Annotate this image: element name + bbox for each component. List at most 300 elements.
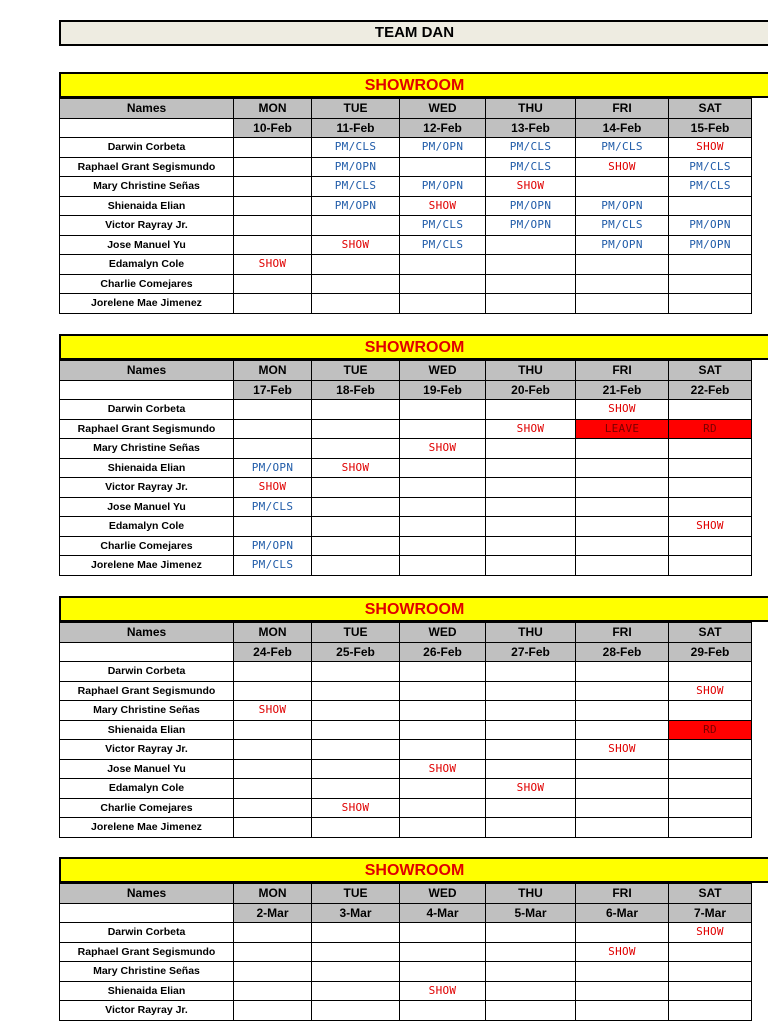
schedule-cell [400, 177, 486, 197]
schedule-cell [400, 536, 486, 556]
schedule-cell [312, 216, 400, 236]
date-header: 25-Feb [312, 642, 400, 662]
day-header: WED [400, 361, 486, 381]
date-header-blank [60, 903, 234, 923]
schedule-cell [576, 235, 669, 255]
day-header: THU [486, 99, 576, 119]
schedule-cell [400, 556, 486, 576]
employee-name: Raphael Grant Segismundo [60, 681, 234, 701]
schedule-cell [486, 157, 576, 177]
date-header: 2-Mar [234, 903, 312, 923]
day-header-row [60, 884, 752, 904]
schedule-cell [576, 196, 669, 216]
schedule-cell [576, 556, 669, 576]
employee-name: Darwin Corbeta [60, 400, 234, 420]
schedule-cell [312, 818, 400, 838]
shift-value: SHOW [516, 179, 545, 193]
schedule-cell [312, 1001, 400, 1021]
schedule-cell [669, 255, 752, 275]
shift-value: SHOW [696, 140, 724, 154]
day-header: SAT [669, 884, 752, 904]
schedule-cell [312, 235, 400, 255]
schedule-table [59, 622, 752, 838]
day-header-row [60, 361, 752, 381]
schedule-cell [400, 255, 486, 275]
schedule-cell [576, 720, 669, 740]
day-header: TUE [312, 99, 400, 119]
employee-name: Raphael Grant Segismundo [60, 942, 234, 962]
schedule-cell [486, 962, 576, 982]
names-header: Names [60, 99, 234, 119]
shift-value: SHOW [608, 402, 636, 416]
schedule-cell [669, 235, 752, 255]
employee-name: Raphael Grant Segismundo [60, 419, 234, 439]
employee-name: Edamalyn Cole [60, 255, 234, 275]
schedule-cell [312, 662, 400, 682]
schedule-cell [576, 740, 669, 760]
schedule-cell [312, 536, 400, 556]
schedule-cell [576, 255, 669, 275]
employee-name: Jose Manuel Yu [60, 497, 234, 517]
day-header: FRI [576, 99, 669, 119]
schedule-cell [312, 779, 400, 799]
schedule-cell [486, 662, 576, 682]
schedule-cell [234, 517, 312, 537]
employee-name: Darwin Corbeta [60, 138, 234, 158]
date-header: 24-Feb [234, 642, 312, 662]
schedule-cell [486, 235, 576, 255]
shift-value: SHOW [341, 237, 370, 251]
day-header: TUE [312, 884, 400, 904]
table-row [60, 701, 752, 721]
table-row [60, 196, 752, 216]
schedule-cell [400, 274, 486, 294]
schedule-cell [486, 497, 576, 517]
schedule-cell [486, 923, 576, 943]
table-row [60, 923, 752, 943]
schedule-cell [400, 942, 486, 962]
schedule-cell [234, 962, 312, 982]
schedule-cell [669, 818, 752, 838]
schedule-cell [312, 177, 400, 197]
schedule-cell [234, 779, 312, 799]
schedule-cell [400, 923, 486, 943]
schedule-cell [400, 779, 486, 799]
date-header: 4-Mar [400, 903, 486, 923]
schedule-cell [234, 157, 312, 177]
schedule-cell [234, 439, 312, 459]
day-header: WED [400, 623, 486, 643]
employee-name: Mary Christine Señas [60, 962, 234, 982]
shift-value: SHOW [608, 159, 636, 173]
schedule-table [59, 883, 752, 1021]
schedule-cell [669, 157, 752, 177]
schedule-cell [669, 681, 752, 701]
shift-value: PM/OPN [334, 198, 377, 212]
table-row [60, 740, 752, 760]
schedule-cell [400, 294, 486, 314]
employee-name: Darwin Corbeta [60, 923, 234, 943]
employee-name: Jorelene Mae Jimenez [60, 294, 234, 314]
schedule-cell [234, 681, 312, 701]
schedule-cell [669, 400, 752, 420]
employee-name: Jorelene Mae Jimenez [60, 556, 234, 576]
employee-name: Shienaida Elian [60, 720, 234, 740]
shift-value: PM/OPN [509, 218, 552, 232]
shift-value: PM/CLS [334, 140, 377, 154]
team-title: TEAM DAN [59, 20, 768, 46]
date-header: 19-Feb [400, 380, 486, 400]
table-row [60, 942, 752, 962]
date-header-row [60, 642, 752, 662]
schedule-cell [234, 1001, 312, 1021]
schedule-cell [312, 138, 400, 158]
employee-name: Charlie Comejares [60, 274, 234, 294]
date-header: 12-Feb [400, 118, 486, 138]
day-header: FRI [576, 884, 669, 904]
schedule-cell [486, 556, 576, 576]
shift-value: PM/OPN [334, 159, 377, 173]
schedule-cell [234, 798, 312, 818]
shift-value: PM/CLS [509, 140, 552, 154]
shift-value: PM/CLS [251, 499, 294, 513]
day-header: MON [234, 623, 312, 643]
schedule-cell [234, 701, 312, 721]
schedule-cell [400, 216, 486, 236]
employee-name: Charlie Comejares [60, 798, 234, 818]
schedule-cell [400, 138, 486, 158]
employee-name: Jose Manuel Yu [60, 759, 234, 779]
schedule-cell [576, 458, 669, 478]
employee-name: Shienaida Elian [60, 981, 234, 1001]
schedule-cell [669, 923, 752, 943]
schedule-cell [312, 517, 400, 537]
day-header: SAT [669, 99, 752, 119]
shift-value: SHOW [258, 257, 287, 271]
employee-name: Shienaida Elian [60, 196, 234, 216]
date-header: 10-Feb [234, 118, 312, 138]
employee-name: Shienaida Elian [60, 458, 234, 478]
date-header: 13-Feb [486, 118, 576, 138]
table-row [60, 720, 752, 740]
table-row [60, 458, 752, 478]
schedule-cell [234, 294, 312, 314]
table-row [60, 419, 752, 439]
shift-value: SHOW [428, 198, 457, 212]
shift-value: PM/CLS [334, 179, 377, 193]
shift-value: PM/OPN [421, 140, 464, 154]
date-header-row [60, 118, 752, 138]
schedule-cell [400, 196, 486, 216]
schedule-cell [312, 439, 400, 459]
date-header: 3-Mar [312, 903, 400, 923]
schedule-cell [234, 536, 312, 556]
schedule-cell [486, 1001, 576, 1021]
day-header: TUE [312, 623, 400, 643]
schedule-cell [400, 981, 486, 1001]
shift-value: LEAVE [604, 421, 640, 435]
table-row [60, 274, 752, 294]
schedule-table [59, 98, 752, 314]
shift-value: SHOW [696, 925, 724, 939]
schedule-cell [486, 942, 576, 962]
schedule-cell [486, 536, 576, 556]
schedule-cell [486, 759, 576, 779]
shift-value: SHOW [428, 441, 457, 455]
schedule-cell [312, 740, 400, 760]
schedule-cell [669, 216, 752, 236]
table-row [60, 962, 752, 982]
schedule-cell [312, 196, 400, 216]
schedule-block [59, 857, 768, 1021]
table-row [60, 981, 752, 1001]
table-row [60, 478, 752, 498]
schedule-cell [576, 419, 669, 439]
shift-value: SHOW [696, 683, 724, 697]
schedule-cell [576, 981, 669, 1001]
schedule-cell [576, 517, 669, 537]
schedule-cell [669, 196, 752, 216]
schedule-cell [312, 720, 400, 740]
date-header: 14-Feb [576, 118, 669, 138]
schedule-cell [312, 701, 400, 721]
schedule-cell [576, 157, 669, 177]
day-header: FRI [576, 361, 669, 381]
shift-value: SHOW [341, 800, 370, 814]
employee-name: Charlie Comejares [60, 536, 234, 556]
schedule-cell [669, 1001, 752, 1021]
shift-value: PM/OPN [509, 198, 552, 212]
date-header: 5-Mar [486, 903, 576, 923]
schedule-cell [234, 981, 312, 1001]
shift-value: RD [703, 421, 717, 435]
table-row [60, 294, 752, 314]
schedule-cell [312, 400, 400, 420]
schedule-cell [234, 274, 312, 294]
schedule-cell [486, 681, 576, 701]
shift-value: PM/OPN [251, 538, 294, 552]
schedule-cell [234, 759, 312, 779]
schedule-cell [576, 923, 669, 943]
date-header: 6-Mar [576, 903, 669, 923]
employee-name: Jorelene Mae Jimenez [60, 818, 234, 838]
shift-value: PM/OPN [689, 237, 731, 251]
table-row [60, 798, 752, 818]
schedule-block [59, 596, 768, 838]
schedule-cell [576, 818, 669, 838]
shift-value: SHOW [696, 519, 724, 533]
schedule-cell [312, 942, 400, 962]
employee-name: Edamalyn Cole [60, 779, 234, 799]
schedule-cell [486, 274, 576, 294]
schedule-cell [234, 740, 312, 760]
shift-value: SHOW [516, 781, 545, 795]
schedule-cell [234, 818, 312, 838]
schedule-cell [234, 177, 312, 197]
employee-name: Mary Christine Señas [60, 177, 234, 197]
schedule-cell [669, 720, 752, 740]
schedule-cell [400, 798, 486, 818]
schedule-cell [486, 419, 576, 439]
shift-value: PM/CLS [689, 179, 731, 193]
shift-value: PM/OPN [421, 179, 464, 193]
schedule-cell [669, 536, 752, 556]
names-header: Names [60, 884, 234, 904]
date-header: 27-Feb [486, 642, 576, 662]
employee-name: Jose Manuel Yu [60, 235, 234, 255]
schedule-cell [669, 779, 752, 799]
table-row [60, 517, 752, 537]
schedule-cell [400, 517, 486, 537]
schedule-cell [234, 235, 312, 255]
date-header: 17-Feb [234, 380, 312, 400]
schedule-cell [400, 235, 486, 255]
schedule-cell [669, 497, 752, 517]
schedule-cell [669, 759, 752, 779]
schedule-cell [400, 419, 486, 439]
schedule-cell [669, 662, 752, 682]
schedule-cell [400, 1001, 486, 1021]
schedule-cell [400, 400, 486, 420]
date-header-blank [60, 642, 234, 662]
table-row [60, 497, 752, 517]
table-row [60, 177, 752, 197]
schedule-cell [486, 439, 576, 459]
schedule-cell [576, 478, 669, 498]
schedule-cell [312, 798, 400, 818]
schedule-cell [576, 779, 669, 799]
schedule-cell [312, 497, 400, 517]
schedule-cell [312, 962, 400, 982]
schedule-cell [486, 177, 576, 197]
shift-value: PM/CLS [601, 140, 643, 154]
date-header: 28-Feb [576, 642, 669, 662]
date-header: 7-Mar [669, 903, 752, 923]
shift-value: PM/CLS [421, 218, 464, 232]
schedule-cell [234, 923, 312, 943]
employee-name: Raphael Grant Segismundo [60, 157, 234, 177]
schedule-cell [486, 255, 576, 275]
schedule-cell [400, 497, 486, 517]
shift-value: PM/CLS [251, 558, 294, 572]
date-header: 11-Feb [312, 118, 400, 138]
table-row [60, 138, 752, 158]
schedule-cell [576, 962, 669, 982]
schedule-cell [312, 923, 400, 943]
schedule-cell [400, 662, 486, 682]
block-title: SHOWROOM [59, 334, 768, 360]
schedule-cell [400, 478, 486, 498]
schedule-cell [486, 818, 576, 838]
schedule-cell [312, 255, 400, 275]
schedule-table [59, 360, 752, 576]
schedule-cell [400, 157, 486, 177]
day-header-row [60, 99, 752, 119]
schedule-cell [576, 216, 669, 236]
day-header: THU [486, 361, 576, 381]
employee-name: Darwin Corbeta [60, 662, 234, 682]
schedule-cell [312, 294, 400, 314]
schedule-cell [400, 818, 486, 838]
schedule-block [59, 72, 768, 314]
shift-value: RD [703, 722, 717, 736]
block-title: SHOWROOM [59, 72, 768, 98]
schedule-cell [669, 458, 752, 478]
schedule-cell [234, 720, 312, 740]
day-header: MON [234, 361, 312, 381]
shift-value: PM/CLS [509, 159, 552, 173]
employee-name: Victor Rayray Jr. [60, 478, 234, 498]
table-row [60, 759, 752, 779]
schedule-cell [234, 400, 312, 420]
block-title: SHOWROOM [59, 596, 768, 622]
day-header-row [60, 623, 752, 643]
day-header: FRI [576, 623, 669, 643]
schedule-cell [486, 196, 576, 216]
date-header: 29-Feb [669, 642, 752, 662]
schedule-cell [486, 478, 576, 498]
schedule-cell [234, 138, 312, 158]
shift-value: PM/CLS [601, 218, 643, 232]
schedule-cell [312, 157, 400, 177]
shift-value: PM/OPN [601, 198, 643, 212]
schedule-cell [669, 274, 752, 294]
table-row [60, 255, 752, 275]
schedule-cell [669, 478, 752, 498]
schedule-cell [312, 419, 400, 439]
shift-value: SHOW [341, 460, 370, 474]
names-header: Names [60, 623, 234, 643]
schedule-cell [486, 740, 576, 760]
day-header: MON [234, 884, 312, 904]
shift-value: SHOW [516, 421, 545, 435]
employee-name: Mary Christine Señas [60, 701, 234, 721]
schedule-cell [486, 138, 576, 158]
schedule-cell [576, 177, 669, 197]
schedule-cell [486, 720, 576, 740]
schedule-cell [576, 400, 669, 420]
schedule-cell [486, 294, 576, 314]
schedule-cell [400, 740, 486, 760]
date-header-row [60, 903, 752, 923]
schedule-cell [669, 439, 752, 459]
employee-name: Victor Rayray Jr. [60, 740, 234, 760]
schedule-cell [312, 981, 400, 1001]
shift-value: SHOW [608, 944, 636, 958]
schedule-cell [312, 458, 400, 478]
schedule-cell [234, 255, 312, 275]
schedule-cell [576, 662, 669, 682]
date-header: 26-Feb [400, 642, 486, 662]
schedule-cell [312, 759, 400, 779]
employee-name: Victor Rayray Jr. [60, 1001, 234, 1021]
shift-value: PM/OPN [251, 460, 294, 474]
shift-value: SHOW [258, 703, 287, 717]
day-header: WED [400, 99, 486, 119]
shift-value: PM/OPN [689, 218, 731, 232]
schedule-cell [234, 942, 312, 962]
employee-name: Mary Christine Señas [60, 439, 234, 459]
day-header: SAT [669, 623, 752, 643]
schedule-cell [486, 981, 576, 1001]
day-header: THU [486, 884, 576, 904]
date-header-row [60, 380, 752, 400]
schedule-cell [400, 439, 486, 459]
day-header: WED [400, 884, 486, 904]
schedule-cell [576, 942, 669, 962]
schedule-cell [234, 662, 312, 682]
schedule-cell [669, 981, 752, 1001]
